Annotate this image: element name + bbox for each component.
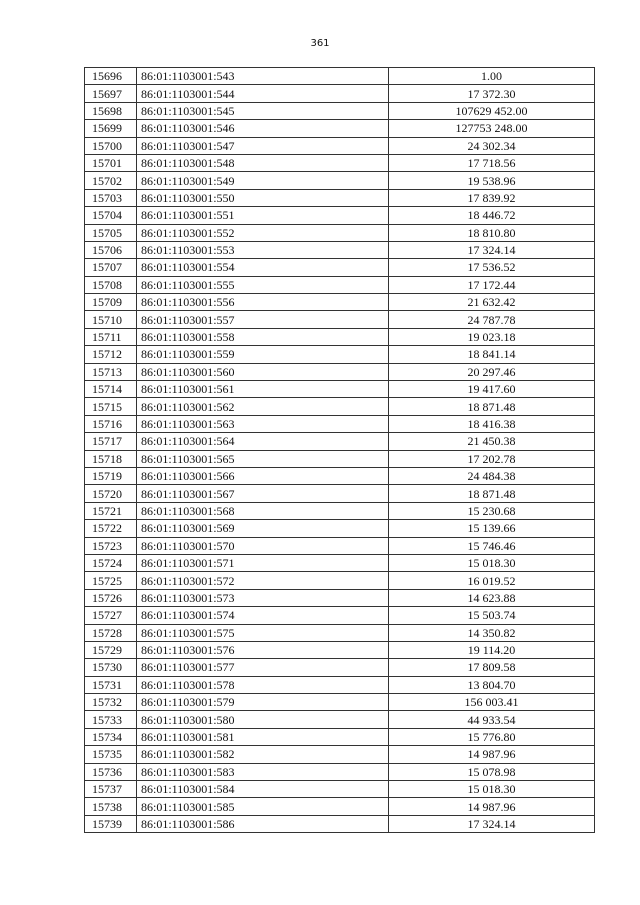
row-number-cell: 15711	[85, 328, 137, 345]
row-number-cell: 15725	[85, 572, 137, 589]
cadastral-number-cell: 86:01:1103001:562	[137, 398, 389, 415]
table-row	[85, 746, 595, 763]
table-row	[85, 241, 595, 258]
value-cell: 17 172.44	[389, 276, 595, 293]
value-cell: 18 841.14	[389, 346, 595, 363]
value-cell: 14 987.96	[389, 746, 595, 763]
cadastral-number-cell: 86:01:1103001:554	[137, 259, 389, 276]
table-row	[85, 328, 595, 345]
row-number-cell: 15705	[85, 224, 137, 241]
table-row	[85, 102, 595, 119]
cadastral-number-cell: 86:01:1103001:569	[137, 520, 389, 537]
table-row	[85, 607, 595, 624]
cadastral-number-cell: 86:01:1103001:564	[137, 433, 389, 450]
row-number-cell: 15720	[85, 485, 137, 502]
value-cell: 24 787.78	[389, 311, 595, 328]
value-cell: 17 809.58	[389, 659, 595, 676]
value-cell: 17 324.14	[389, 815, 595, 832]
value-cell: 19 417.60	[389, 381, 595, 398]
value-cell: 15 139.66	[389, 520, 595, 537]
table-row	[85, 694, 595, 711]
table-row	[85, 537, 595, 554]
value-cell: 17 839.92	[389, 189, 595, 206]
value-cell: 18 416.38	[389, 415, 595, 432]
row-number-cell: 15727	[85, 607, 137, 624]
value-cell: 15 078.98	[389, 763, 595, 780]
cadastral-number-cell: 86:01:1103001:566	[137, 467, 389, 484]
row-number-cell: 15733	[85, 711, 137, 728]
value-cell: 14 987.96	[389, 798, 595, 815]
table-row	[85, 763, 595, 780]
table-row	[85, 363, 595, 380]
table-row	[85, 224, 595, 241]
value-cell: 17 202.78	[389, 450, 595, 467]
cadastral-number-cell: 86:01:1103001:567	[137, 485, 389, 502]
row-number-cell: 15708	[85, 276, 137, 293]
value-cell: 15 230.68	[389, 502, 595, 519]
row-number-cell: 15699	[85, 120, 137, 137]
table-row	[85, 311, 595, 328]
table-row	[85, 502, 595, 519]
cadastral-number-cell: 86:01:1103001:568	[137, 502, 389, 519]
row-number-cell: 15729	[85, 641, 137, 658]
value-cell: 21 450.38	[389, 433, 595, 450]
row-number-cell: 15723	[85, 537, 137, 554]
value-cell: 15 503.74	[389, 607, 595, 624]
table-row	[85, 554, 595, 571]
page-number: 361	[310, 38, 330, 49]
table-row	[85, 346, 595, 363]
table-row	[85, 85, 595, 102]
cadastral-number-cell: 86:01:1103001:558	[137, 328, 389, 345]
cadastral-number-cell: 86:01:1103001:553	[137, 241, 389, 258]
table-row	[85, 259, 595, 276]
value-cell: 15 018.30	[389, 554, 595, 571]
row-number-cell: 15731	[85, 676, 137, 693]
cadastral-number-cell: 86:01:1103001:582	[137, 746, 389, 763]
row-number-cell: 15732	[85, 694, 137, 711]
table-row	[85, 589, 595, 606]
cadastral-number-cell: 86:01:1103001:543	[137, 68, 389, 85]
table-row	[85, 711, 595, 728]
row-number-cell: 15721	[85, 502, 137, 519]
row-number-cell: 15701	[85, 154, 137, 171]
table-row	[85, 659, 595, 676]
table-row	[85, 68, 595, 85]
table-row	[85, 467, 595, 484]
row-number-cell: 15719	[85, 467, 137, 484]
table-row	[85, 781, 595, 798]
table-row	[85, 276, 595, 293]
value-cell: 17 372.30	[389, 85, 595, 102]
row-number-cell: 15698	[85, 102, 137, 119]
row-number-cell: 15724	[85, 554, 137, 571]
row-number-cell: 15703	[85, 189, 137, 206]
table-row	[85, 520, 595, 537]
value-cell: 18 871.48	[389, 398, 595, 415]
row-number-cell: 15739	[85, 815, 137, 832]
table-row	[85, 676, 595, 693]
row-number-cell: 15716	[85, 415, 137, 432]
cadastral-number-cell: 86:01:1103001:544	[137, 85, 389, 102]
cadastral-number-cell: 86:01:1103001:555	[137, 276, 389, 293]
table-row	[85, 728, 595, 745]
cadastral-number-cell: 86:01:1103001:573	[137, 589, 389, 606]
value-cell: 19 114.20	[389, 641, 595, 658]
value-cell: 16 019.52	[389, 572, 595, 589]
row-number-cell: 15717	[85, 433, 137, 450]
cadastral-number-cell: 86:01:1103001:557	[137, 311, 389, 328]
value-cell: 156 003.41	[389, 694, 595, 711]
table-row	[85, 485, 595, 502]
value-cell: 15 746.46	[389, 537, 595, 554]
value-cell: 21 632.42	[389, 294, 595, 311]
cadastral-number-cell: 86:01:1103001:545	[137, 102, 389, 119]
value-cell: 107629 452.00	[389, 102, 595, 119]
value-cell: 17 324.14	[389, 241, 595, 258]
row-number-cell: 15712	[85, 346, 137, 363]
table-row	[85, 294, 595, 311]
cadastral-number-cell: 86:01:1103001:574	[137, 607, 389, 624]
cadastral-number-cell: 86:01:1103001:550	[137, 189, 389, 206]
row-number-cell: 15738	[85, 798, 137, 815]
row-number-cell: 15726	[85, 589, 137, 606]
row-number-cell: 15697	[85, 85, 137, 102]
value-cell: 18 810.80	[389, 224, 595, 241]
table-row	[85, 450, 595, 467]
table-row	[85, 154, 595, 171]
row-number-cell: 15702	[85, 172, 137, 189]
row-number-cell: 15730	[85, 659, 137, 676]
value-cell: 15 776.80	[389, 728, 595, 745]
row-number-cell: 15736	[85, 763, 137, 780]
table-body	[85, 68, 595, 833]
row-number-cell: 15728	[85, 624, 137, 641]
value-cell: 14 350.82	[389, 624, 595, 641]
cadastral-number-cell: 86:01:1103001:570	[137, 537, 389, 554]
row-number-cell: 15700	[85, 137, 137, 154]
cadastral-number-cell: 86:01:1103001:552	[137, 224, 389, 241]
value-cell: 18 871.48	[389, 485, 595, 502]
value-cell: 24 302.34	[389, 137, 595, 154]
cadastral-number-cell: 86:01:1103001:547	[137, 137, 389, 154]
table-row	[85, 815, 595, 832]
value-cell: 127753 248.00	[389, 120, 595, 137]
row-number-cell: 15735	[85, 746, 137, 763]
cadastral-number-cell: 86:01:1103001:572	[137, 572, 389, 589]
cadastral-number-cell: 86:01:1103001:576	[137, 641, 389, 658]
table-row	[85, 798, 595, 815]
table-row	[85, 207, 595, 224]
cadastral-number-cell: 86:01:1103001:583	[137, 763, 389, 780]
cadastral-number-cell: 86:01:1103001:548	[137, 154, 389, 171]
row-number-cell: 15709	[85, 294, 137, 311]
table-row	[85, 172, 595, 189]
value-cell: 20 297.46	[389, 363, 595, 380]
table-row	[85, 137, 595, 154]
value-cell: 44 933.54	[389, 711, 595, 728]
cadastral-number-cell: 86:01:1103001:549	[137, 172, 389, 189]
table-row	[85, 398, 595, 415]
cadastral-number-cell: 86:01:1103001:581	[137, 728, 389, 745]
cadastral-number-cell: 86:01:1103001:556	[137, 294, 389, 311]
cadastral-number-cell: 86:01:1103001:575	[137, 624, 389, 641]
cadastral-number-cell: 86:01:1103001:551	[137, 207, 389, 224]
row-number-cell: 15715	[85, 398, 137, 415]
value-cell: 17 536.52	[389, 259, 595, 276]
cadastral-number-cell: 86:01:1103001:586	[137, 815, 389, 832]
cadastral-number-cell: 86:01:1103001:571	[137, 554, 389, 571]
value-cell: 13 804.70	[389, 676, 595, 693]
row-number-cell: 15714	[85, 381, 137, 398]
value-cell: 18 446.72	[389, 207, 595, 224]
table-row	[85, 641, 595, 658]
cadastral-number-cell: 86:01:1103001:579	[137, 694, 389, 711]
value-cell: 1.00	[389, 68, 595, 85]
row-number-cell: 15704	[85, 207, 137, 224]
cadastral-number-cell: 86:01:1103001:577	[137, 659, 389, 676]
row-number-cell: 15707	[85, 259, 137, 276]
row-number-cell: 15737	[85, 781, 137, 798]
row-number-cell: 15722	[85, 520, 137, 537]
table-row	[85, 189, 595, 206]
cadastral-number-cell: 86:01:1103001:584	[137, 781, 389, 798]
table-row	[85, 433, 595, 450]
cadastral-number-cell: 86:01:1103001:585	[137, 798, 389, 815]
value-cell: 19 023.18	[389, 328, 595, 345]
value-cell: 19 538.96	[389, 172, 595, 189]
cadastral-number-cell: 86:01:1103001:560	[137, 363, 389, 380]
row-number-cell: 15718	[85, 450, 137, 467]
cadastral-value-table	[84, 67, 595, 833]
value-cell: 17 718.56	[389, 154, 595, 171]
row-number-cell: 15696	[85, 68, 137, 85]
cadastral-number-cell: 86:01:1103001:580	[137, 711, 389, 728]
table-row	[85, 572, 595, 589]
table-row	[85, 381, 595, 398]
row-number-cell: 15706	[85, 241, 137, 258]
cadastral-number-cell: 86:01:1103001:565	[137, 450, 389, 467]
cadastral-number-cell: 86:01:1103001:561	[137, 381, 389, 398]
cadastral-number-cell: 86:01:1103001:578	[137, 676, 389, 693]
cadastral-number-cell: 86:01:1103001:546	[137, 120, 389, 137]
row-number-cell: 15713	[85, 363, 137, 380]
cadastral-number-cell: 86:01:1103001:559	[137, 346, 389, 363]
cadastral-number-cell: 86:01:1103001:563	[137, 415, 389, 432]
value-cell: 15 018.30	[389, 781, 595, 798]
table-row	[85, 120, 595, 137]
value-cell: 24 484.38	[389, 467, 595, 484]
value-cell: 14 623.88	[389, 589, 595, 606]
table-row	[85, 415, 595, 432]
row-number-cell: 15710	[85, 311, 137, 328]
table-row	[85, 624, 595, 641]
row-number-cell: 15734	[85, 728, 137, 745]
